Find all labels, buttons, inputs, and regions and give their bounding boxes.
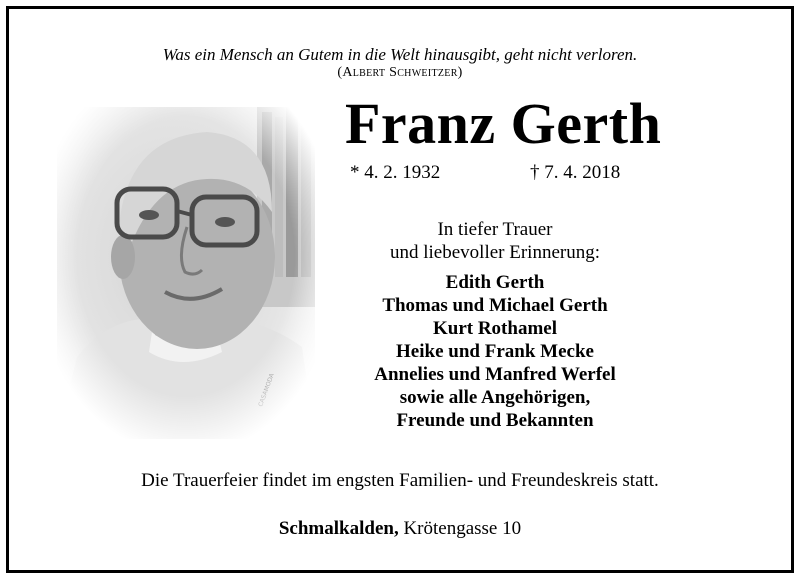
address-city: Schmalkalden,: [278, 518, 399, 539]
mourning-line-1: In tiefer Trauer: [437, 219, 553, 240]
address: [0, 518, 800, 540]
quote-author: (Albert Schweitzer): [337, 65, 463, 80]
funeral-notice: Die Trauerfeier findet im engsten Familien- und Freundeskreis statt.: [141, 470, 659, 491]
mourner-item: sowie alle Angehörigen,: [399, 387, 591, 408]
deceased-name: Franz Gerth: [345, 91, 662, 156]
portrait-photo: [57, 107, 315, 439]
mourner-item: Annelies und Manfred Werfel: [374, 364, 616, 385]
mourner-item: Heike und Frank Mecke: [396, 341, 594, 362]
birth-date: * 4. 2. 1932: [350, 162, 441, 183]
portrait-icon: [57, 107, 315, 439]
quote-text: Was ein Mensch an Gutem in die Welt hinausgibt, geht nicht verloren.: [162, 45, 638, 64]
mourner-item: Edith Gerth: [445, 272, 545, 293]
address-street: Krötengasse 10: [403, 518, 522, 539]
mourner-item: Thomas und Michael Gerth: [382, 295, 608, 316]
death-date: † 7. 4. 2018: [530, 162, 621, 183]
mourning-intro: [330, 218, 660, 264]
mourner-item: Kurt Rothamel: [432, 318, 557, 339]
mourners-list: [330, 271, 660, 432]
mourner-item: Freunde und Bekannten: [396, 410, 594, 431]
mourning-line-2: und liebevoller Erinnerung:: [390, 242, 600, 263]
